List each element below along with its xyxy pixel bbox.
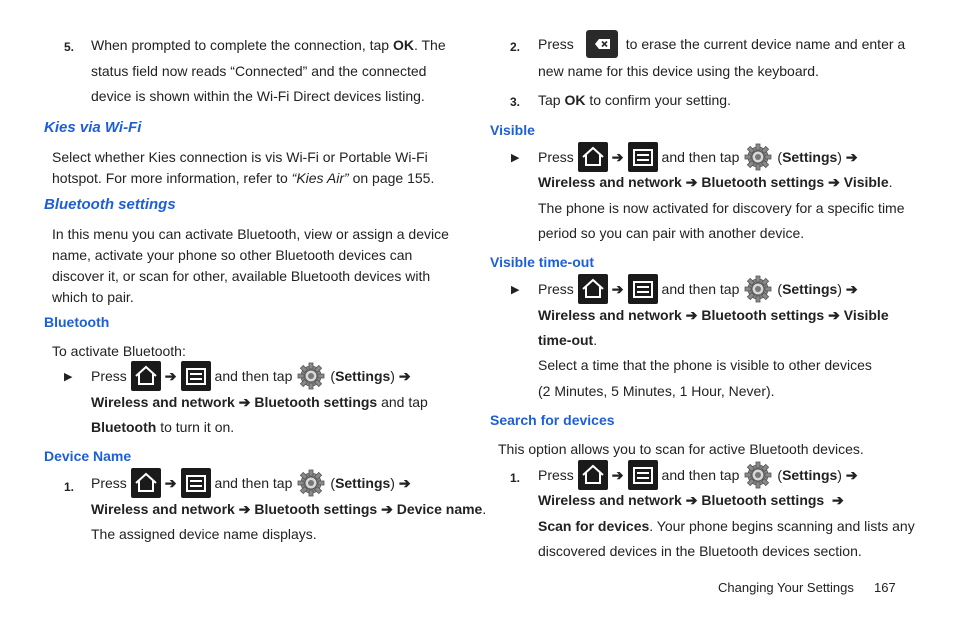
menu-icon: [181, 468, 211, 498]
device-name-result: The assigned device name displays.: [91, 526, 317, 542]
kies-air-link[interactable]: “Kies Air”: [291, 170, 349, 186]
bluetooth-instruction-line3: Bluetooth to turn it on.: [91, 419, 235, 435]
step-number: 1.: [64, 480, 75, 494]
settings-gear-icon: [743, 460, 773, 490]
step-number: 3.: [510, 95, 521, 109]
home-icon: [131, 361, 161, 391]
search-instruction-line3: Scan for devices. Your phone begins scanning and lists any: [538, 518, 915, 534]
search-instruction-line4: discovered devices in the Bluetooth devices section.: [538, 543, 862, 559]
visible-desc-line1: The phone is now activated for discovery for a specific time: [538, 200, 905, 216]
subheading-visible: Visible: [490, 122, 535, 138]
step5-line3: device is shown within the Wi-Fi Direct devices listing.: [91, 88, 425, 104]
arrow-icon: ➔: [164, 367, 177, 384]
footer-section-title: Changing Your Settings: [718, 580, 854, 595]
bluetooth-intro: To activate Bluetooth:: [52, 343, 186, 359]
visible-timeout-desc-line2: (2 Minutes, 5 Minutes, 1 Hour, Never).: [538, 383, 775, 399]
menu-icon: [628, 142, 658, 172]
step2-line2: new name for this device using the keyboard.: [538, 63, 819, 79]
step5-line1: When prompted to complete the connection, tap OK. The: [91, 37, 446, 53]
section-heading-bluetooth-settings: Bluetooth settings: [44, 196, 176, 213]
delete-key-icon: [586, 30, 618, 58]
bluetooth-instruction-line1: Press ➔ and then tap (Settings) ➔: [91, 361, 411, 391]
settings-gear-icon: [296, 468, 326, 498]
bt-settings-line3: discover it, or scan for other, available Bluetooth devices with: [52, 268, 431, 284]
arrow-icon: ➔: [164, 474, 177, 491]
arrow-icon: ➔: [611, 466, 624, 483]
settings-gear-icon: [743, 142, 773, 172]
home-icon: [578, 274, 608, 304]
visible-desc-line2: period so you can pair with another device.: [538, 225, 805, 241]
visible-timeout-desc-line1: Select a time that the phone is visible to other devices: [538, 357, 872, 373]
step-number: 5.: [64, 40, 75, 54]
settings-gear-icon: [296, 361, 326, 391]
device-name-instruction-line1: Press ➔ and then tap (Settings) ➔: [91, 468, 411, 498]
bt-settings-line4: which to pair.: [52, 289, 134, 305]
visible-timeout-instruction-line2: Wireless and network ➔ Bluetooth settings ➔ Visible: [538, 307, 889, 323]
bluetooth-instruction-line2: Wireless and network ➔ Bluetooth settings and tap: [91, 394, 428, 410]
menu-icon: [181, 361, 211, 391]
settings-gear-icon: [743, 274, 773, 304]
bullet-icon: ▶: [511, 152, 520, 164]
kies-line2: hotspot. For more information, refer to “Kies Air” on page 155.: [52, 170, 435, 186]
visible-instruction-line2: Wireless and network ➔ Bluetooth settings ➔ Visible.: [538, 174, 893, 190]
step5-line2: status field now reads “Connected” and the connected: [91, 63, 427, 79]
bullet-icon: ▶: [511, 284, 520, 296]
visible-timeout-instruction-line3: time-out.: [538, 332, 598, 348]
visible-instruction-line1: Press ➔ and then tap (Settings) ➔: [538, 142, 858, 172]
arrow-icon: ➔: [611, 148, 624, 165]
visible-timeout-instruction-line1: Press ➔ and then tap (Settings) ➔: [538, 274, 858, 304]
kies-line1: Select whether Kies connection is vis Wi-Fi or Portable Wi-Fi: [52, 149, 428, 165]
step-number: 2.: [510, 40, 521, 54]
menu-icon: [628, 460, 658, 490]
subheading-visible-timeout: Visible time-out: [490, 254, 594, 270]
home-icon: [131, 468, 161, 498]
subheading-device-name: Device Name: [44, 448, 132, 464]
section-heading-kies: Kies via Wi-Fi: [44, 119, 142, 136]
bt-settings-line2: name, activate your phone so other Bluetooth devices can: [52, 247, 413, 263]
menu-icon: [628, 274, 658, 304]
step-number: 1.: [510, 471, 521, 485]
device-name-instruction-line2: Wireless and network ➔ Bluetooth settings ➔ Device name.: [91, 501, 487, 517]
arrow-icon: ➔: [611, 280, 624, 297]
bt-settings-line1: In this menu you can activate Bluetooth, view or assign a device: [52, 226, 449, 242]
step3-line: Tap OK to confirm your setting.: [538, 92, 731, 108]
page-number: 167: [874, 580, 896, 595]
home-icon: [578, 460, 608, 490]
search-instruction-line2: Wireless and network ➔ Bluetooth settings ➔: [538, 492, 844, 508]
subheading-search-for-devices: Search for devices: [490, 412, 615, 428]
home-icon: [578, 142, 608, 172]
search-intro: This option allows you to scan for active Bluetooth devices.: [498, 441, 864, 457]
search-instruction-line1: Press ➔ and then tap (Settings) ➔: [538, 460, 858, 490]
step2-line1: Press to erase the current device name and enter a: [538, 30, 905, 58]
bullet-icon: ▶: [64, 371, 73, 383]
subheading-bluetooth: Bluetooth: [44, 314, 110, 330]
